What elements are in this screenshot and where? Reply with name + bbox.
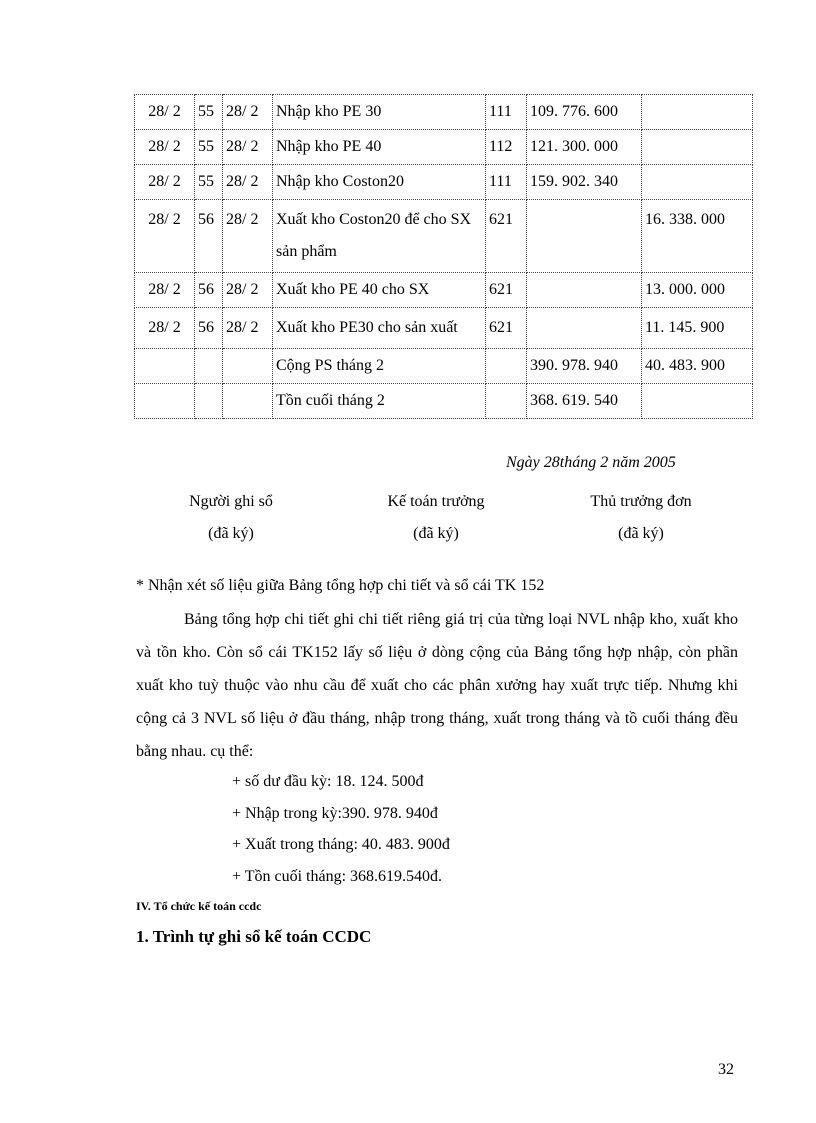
- cell-debit: 159. 902. 340: [527, 165, 642, 200]
- table-row-total: [135, 349, 753, 384]
- cell-credit: 11. 145. 900: [642, 308, 753, 349]
- cell-voucher-date: 28/ 2: [223, 130, 273, 165]
- cell-voucher-date: [223, 384, 273, 419]
- signature-status: (đã ký): [413, 525, 459, 542]
- cell-account: 621: [486, 273, 527, 308]
- table-row: [135, 308, 753, 349]
- cell-description: Nhập kho Coston20: [273, 165, 486, 200]
- cell-voucher-date: 28/ 2: [223, 95, 273, 130]
- cell-account: 111: [486, 95, 527, 130]
- signature-chief-accountant: [336, 486, 536, 550]
- cell-account: 112: [486, 130, 527, 165]
- table-row: [135, 165, 753, 200]
- cell-credit: [642, 95, 753, 130]
- cell-credit: [642, 165, 753, 200]
- list-item: + số dư đầu kỳ: 18. 124. 500đ: [232, 773, 424, 790]
- cell-voucher-no: 56: [195, 308, 223, 349]
- cell-voucher-date: 28/ 2: [223, 165, 273, 200]
- signature-title: Kế toán trưởng: [387, 493, 485, 510]
- table-row: [135, 95, 753, 130]
- table-row: [135, 200, 753, 273]
- list-item: + Xuất trong tháng: 40. 483. 900đ: [232, 836, 450, 853]
- cell-debit: [527, 273, 642, 308]
- cell-voucher-no: 55: [195, 165, 223, 200]
- cell-voucher-no: [195, 349, 223, 384]
- cell-voucher-date: [223, 349, 273, 384]
- table-row: [135, 130, 753, 165]
- cell-voucher-date: 28/ 2: [223, 200, 273, 273]
- table-row: [135, 273, 753, 308]
- cell-date: [135, 349, 195, 384]
- cell-voucher-date: 28/ 2: [223, 308, 273, 349]
- body-paragraph: Bảng tổng hợp chi tiết ghi chi tiết riêng giá trị của từng loại NVL nhập kho, xuất kho và tồn kho. Còn sổ cái TK152 lấy số liệu ở dòng cộng của Bảng tổng hợp nhập, còn phần xuất kho tuỳ thuộc vào nhu cầu để xuất cho các phân xưởng hay xuất trực tiếp. Nhưng khi cộng cả 3 NVL số liệu ở đầu tháng, nhập trong tháng, xuất trong tháng và tồ cuối tháng đều bằng nhau. cụ thể:: [136, 611, 738, 760]
- cell-account: 621: [486, 200, 527, 273]
- page-number: 32: [718, 1061, 734, 1078]
- cell-debit: [527, 308, 642, 349]
- cell-description: Xuất kho Coston20 để cho SX sản phẩm: [273, 200, 486, 273]
- cell-account: [486, 349, 527, 384]
- cell-description: Nhập kho PE 40: [273, 130, 486, 165]
- cell-voucher-no: 55: [195, 130, 223, 165]
- signature-status: (đã ký): [208, 525, 254, 542]
- remark-line: * Nhận xét số liệu giữa Bảng tổng hợp chi tiết và sổ cái TK 152: [136, 577, 545, 594]
- signature-title: Thủ trưởng đơn: [590, 493, 692, 510]
- cell-account: [486, 384, 527, 419]
- cell-credit: 13. 000. 000: [642, 273, 753, 308]
- signature-title: Người ghi sổ: [189, 493, 273, 510]
- cell-date: 28/ 2: [135, 165, 195, 200]
- cell-credit: [642, 130, 753, 165]
- cell-voucher-no: 56: [195, 200, 223, 273]
- cell-description: Tồn cuối tháng 2: [273, 384, 486, 419]
- date-line: Ngày 28tháng 2 năm 2005: [506, 454, 676, 471]
- cell-description: Cộng PS tháng 2: [273, 349, 486, 384]
- signature-status: (đã ký): [618, 525, 664, 542]
- ledger-table: [134, 94, 753, 419]
- cell-date: [135, 384, 195, 419]
- cell-debit: 368. 619. 540: [527, 384, 642, 419]
- cell-debit: [527, 200, 642, 273]
- cell-account: 621: [486, 308, 527, 349]
- cell-description: Xuất kho PE 40 cho SX: [273, 273, 486, 308]
- cell-description: Xuất kho PE30 cho sản xuất: [273, 308, 486, 349]
- list-item: + Nhập trong kỳ:390. 978. 940đ: [232, 804, 438, 822]
- cell-date: 28/ 2: [135, 95, 195, 130]
- cell-voucher-no: 56: [195, 273, 223, 308]
- cell-debit: 390. 978. 940: [527, 349, 642, 384]
- cell-debit: 121. 300. 000: [527, 130, 642, 165]
- summary-list: [232, 766, 450, 892]
- signature-recorder: [131, 486, 331, 550]
- cell-date: 28/ 2: [135, 130, 195, 165]
- cell-credit: 16. 338. 000: [642, 200, 753, 273]
- cell-debit: 109. 776. 600: [527, 95, 642, 130]
- cell-credit: 40. 483. 900: [642, 349, 753, 384]
- cell-date: 28/ 2: [135, 273, 195, 308]
- list-item: + Tồn cuối tháng: 368.619.540đ.: [232, 867, 443, 885]
- signature-head-of-unit: [541, 486, 741, 550]
- table-row-balance: [135, 384, 753, 419]
- cell-description: Nhập kho PE 30: [273, 95, 486, 130]
- cell-date: 28/ 2: [135, 308, 195, 349]
- section-title-small: IV. Tổ chức kế toán ccdc: [136, 899, 262, 913]
- cell-voucher-no: 55: [195, 95, 223, 130]
- cell-date: 28/ 2: [135, 200, 195, 273]
- cell-voucher-no: [195, 384, 223, 419]
- cell-credit: [642, 384, 753, 419]
- cell-voucher-date: 28/ 2: [223, 273, 273, 308]
- cell-account: 111: [486, 165, 527, 200]
- section-heading: 1. Trình tự ghi sổ kế toán CCDC: [136, 927, 372, 946]
